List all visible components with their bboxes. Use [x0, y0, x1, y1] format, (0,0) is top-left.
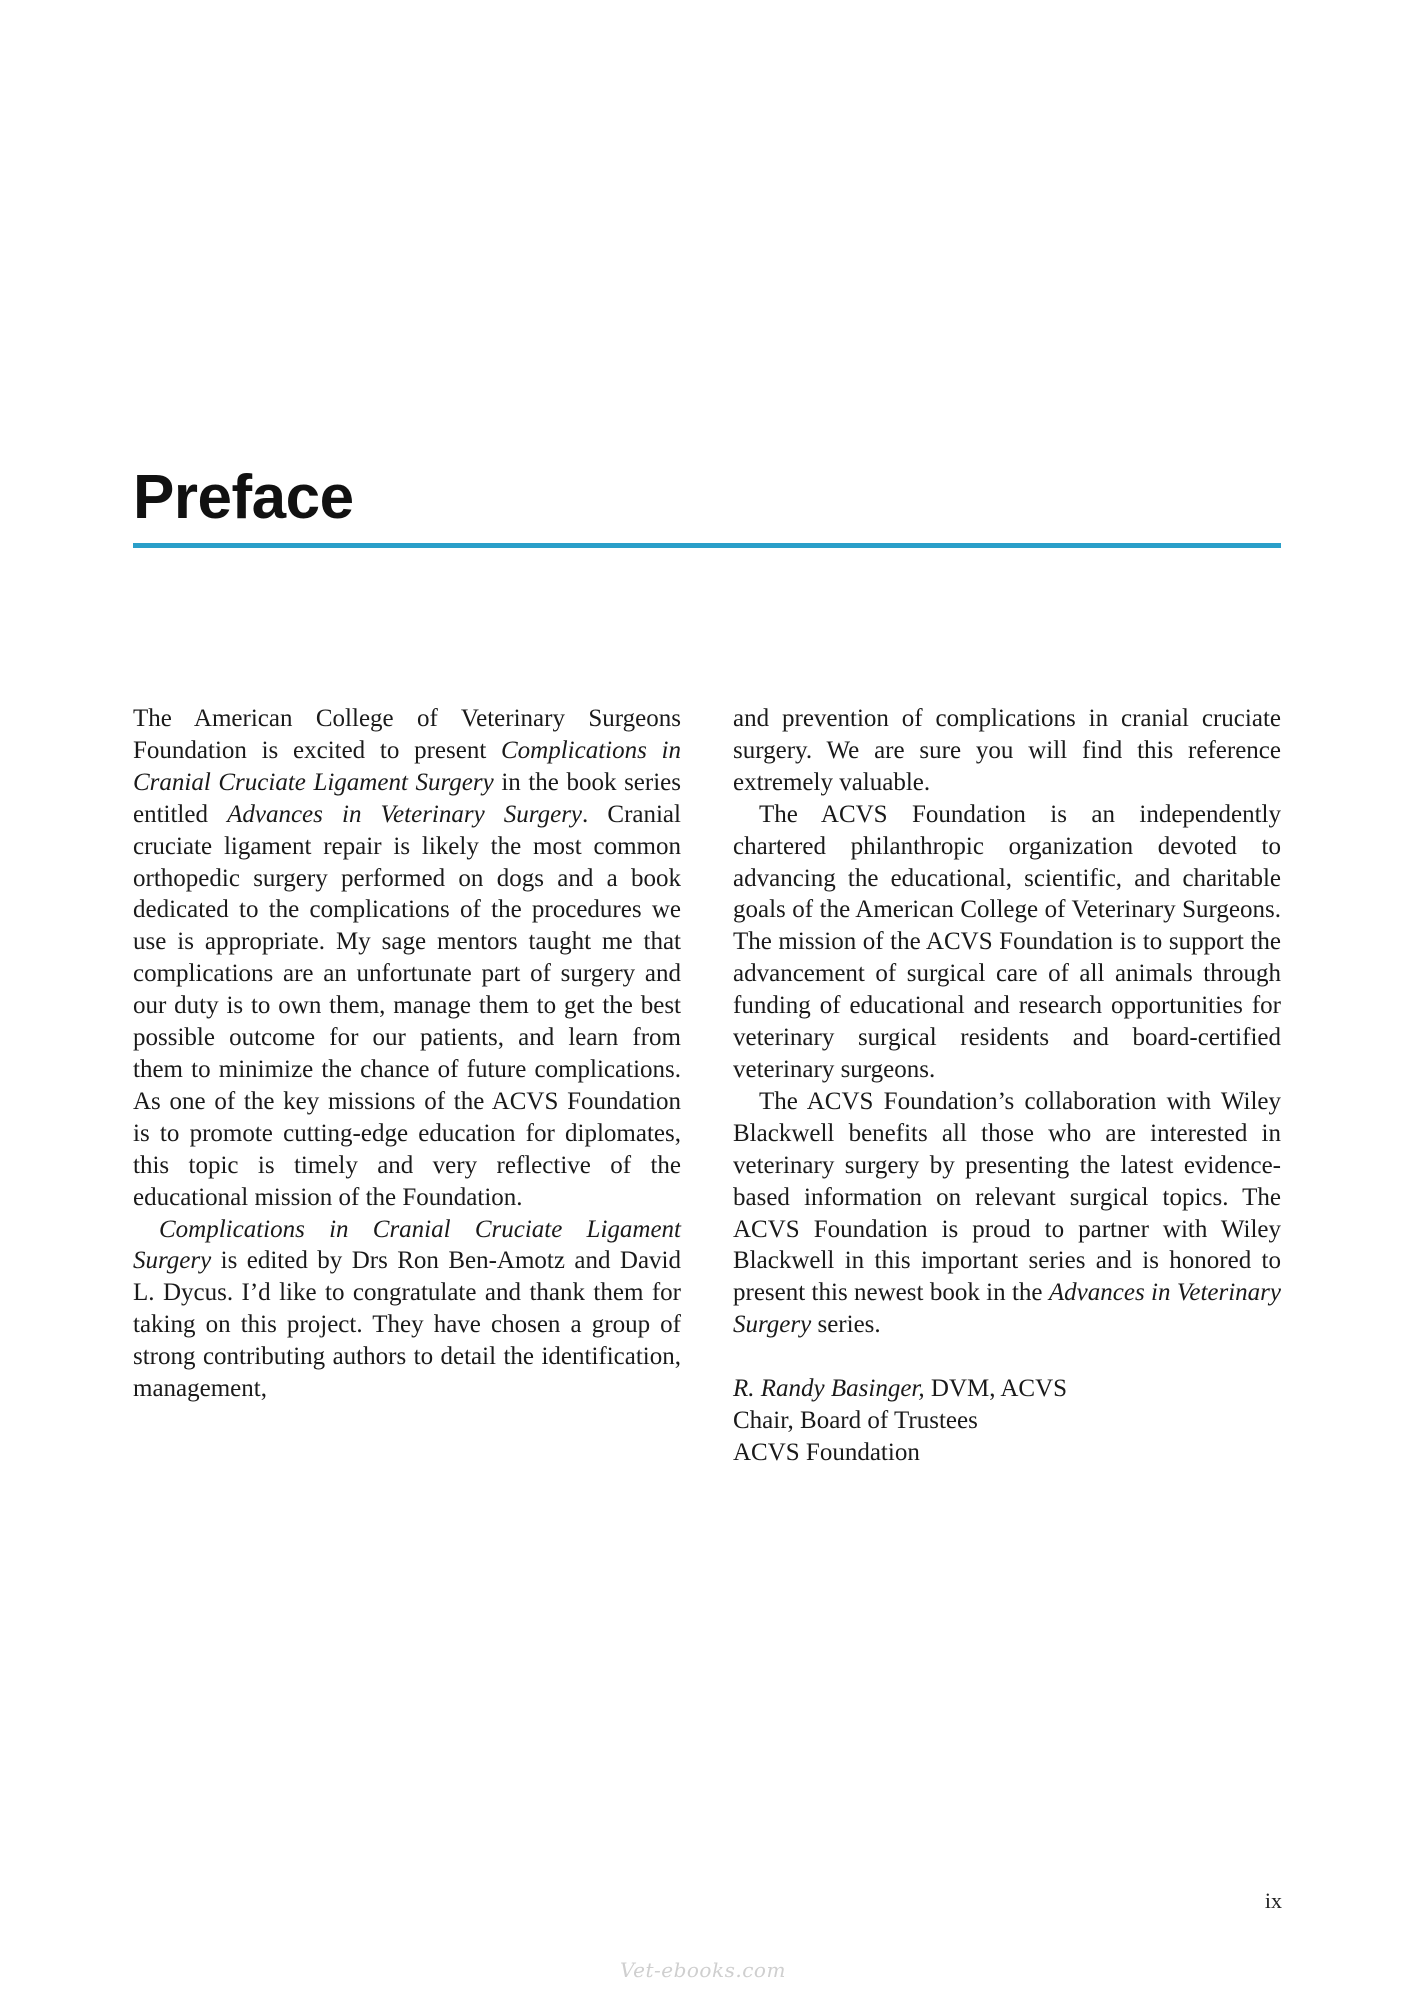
series-title-italic: Advances in Veterinary Surgery [733, 1279, 1281, 1339]
signature-role: Chair, Board of Trustees [733, 1407, 978, 1435]
text-run: in the book series entitled [133, 768, 682, 828]
text-run: series. [811, 1311, 881, 1339]
text-run: The American College of Veterinary Surgeons Foundation is excited to present [133, 705, 681, 764]
paragraph-intro [133, 703, 681, 1214]
series-title-italic: Advances in Veterinary Surgery [227, 800, 583, 828]
paragraph-foundation: The ACVS Foundation is an independently chartered philanthropic organization devoted to advancing the educational, scientific, and charitable goals of the American College of Veterinary Surgeons. The mission of the ACVS Foundation is to support the advancement of surgical care of all animals through funding of educational and research opportunities for veterinary surgical residents and board-certified veterinary surgeons. [733, 800, 1281, 1083]
signature-org: ACVS Foundation [733, 1438, 920, 1466]
paragraph-continued: and prevention of complications in cranial cruciate surgery. We are sure you will find this reference extremely valuable. [733, 705, 1281, 796]
book-title-italic: Complications in Cranial Cruciate Ligament Surgery [133, 1215, 681, 1275]
left-column [133, 703, 681, 1405]
watermark: Vet-ebooks.com [620, 1958, 786, 1982]
text-run: is edited by Drs Ron Ben-Amotz and David L. Dycus. I’d like to congratulate and thank them for taking on this project. They have chosen a group of strong contributing authors to detail the identification, management, [133, 1247, 681, 1403]
page-title: Preface [133, 463, 354, 532]
signature-credentials: DVM, ACVS [924, 1375, 1068, 1403]
text-run: The ACVS Foundation’s collaboration with Wiley Blackwell benefits all those who are interested in veterinary surgery by presenting the latest evidence-based information on relevant surgical topics. The ACVS Foundation is proud to partner with Wiley Blackwell in this important series and is honored to present this newest book in the [733, 1087, 1281, 1307]
book-title-italic: Complications in Cranial Cruciate Ligament Surgery [133, 736, 681, 796]
signature-name: R. Randy Basinger, [733, 1375, 925, 1403]
paragraph-collaboration [733, 1086, 1281, 1341]
text-run: . Cranial cruciate ligament repair is likely the most common orthopedic surgery performed on dogs and a book dedicated to the complications of the procedures we use is appropriate. My sage mentors taught me that complications are an unfortunate part of surgery and our duty is to own them, manage them to get the best possible outcome for our patients, and learn from them to minimize the chance of future complications. As one of the key missions of the ACVS Foundation is to promote cutting-edge education for diplomates, this topic is timely and very reflective of the educational mission of the Foundation. [133, 800, 681, 1211]
right-column [733, 703, 1281, 1469]
paragraph-editors [133, 1214, 681, 1405]
title-rule [133, 543, 1281, 548]
signature-name-line [733, 1373, 1281, 1405]
page-number: ix [1264, 1888, 1282, 1913]
signature-block [733, 1373, 1281, 1469]
